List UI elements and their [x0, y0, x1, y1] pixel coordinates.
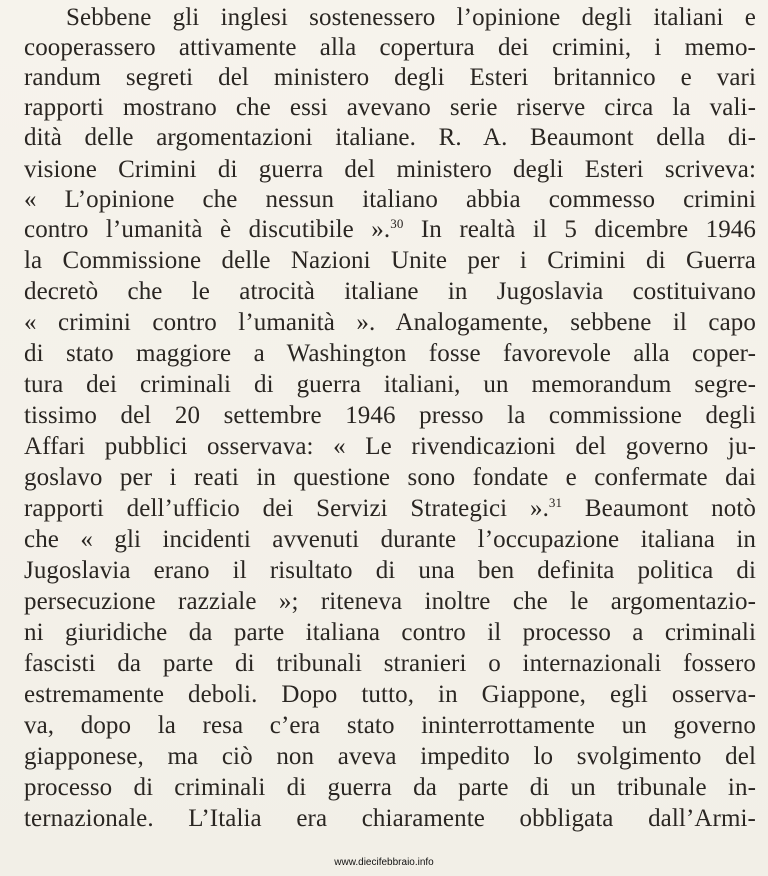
text-line: [24, 494, 756, 524]
footer-url: www.diecifebbraio.info: [334, 857, 434, 868]
text-line: rapporti mostrano che essi avevano serie riserve circa la vali-: [24, 94, 756, 121]
text-line: tissimo del 20 settembre 1946 presso la commissione degli: [24, 402, 756, 429]
footnote-ref-30: 30: [390, 216, 404, 231]
text-fragment: rapporti dell’ufficio dei Servizi Strategici ».: [24, 495, 549, 522]
text-line: che « gli incidenti avvenuti durante l’occupazione italiana in: [24, 526, 756, 553]
footnote-ref-31: 31: [548, 495, 563, 510]
text-line: la Commissione delle Nazioni Unite per i Crimini di Guerra: [24, 247, 756, 274]
text-line: goslavo per i reati in questione sono fondate e confermate dai: [24, 464, 756, 491]
text-line: ni giuridiche da parte italiana contro il processo a criminali: [24, 619, 756, 646]
text-line: di stato maggiore a Washington fosse favorevole alla coper-: [24, 340, 756, 367]
text-line: ternazionale. L’Italia era chiaramente obbligata dall’Armi-: [24, 805, 756, 832]
text-line: « crimini contro l’umanità ». Analogamente, sebbene il capo: [24, 309, 756, 336]
text-line: dità delle argomentazioni italiane. R. A. Beaumont della di-: [24, 124, 756, 151]
text-line: estremamente deboli. Dopo tutto, in Giappone, egli osserva-: [24, 681, 756, 708]
text-fragment: contro l’umanità è discutibile ».: [24, 216, 391, 243]
text-line: fascisti da parte di tribunali stranieri o internazionali fossero: [24, 650, 756, 677]
text-line: visione Crimini di guerra del ministero degli Esteri scriveva:: [24, 156, 756, 183]
text-fragment: Beaumont notò: [562, 495, 756, 522]
text-line: « L’opinione che nessun italiano abbia commesso crimini: [24, 186, 756, 213]
text-line: Jugoslavia erano il risultato di una ben definita politica di: [24, 557, 756, 584]
text-line: [24, 215, 756, 245]
text-line: persecuzione razziale »; riteneva inoltre che le argomentazio-: [24, 588, 756, 615]
text-line: cooperassero attivamente alla copertura dei crimini, i memo-: [24, 34, 756, 61]
text-line: processo di criminali di guerra da parte di un tribunale in-: [24, 774, 756, 801]
text-line: giapponese, ma ciò non aveva impedito lo svolgimento del: [24, 743, 756, 770]
text-line: va, dopo la resa c’era stato ininterrottamente un governo: [24, 712, 756, 739]
text-line: decretò che le atrocità italiane in Jugoslavia costituivano: [24, 278, 756, 305]
text-fragment: In realtà il 5 dicembre 1946: [403, 216, 756, 243]
text-line: Affari pubblici osservava: « Le rivendicazioni del governo ju-: [24, 433, 756, 460]
text-line: randum segreti del ministero degli Esteri britannico e vari: [24, 64, 756, 91]
text-line: tura dei criminali di guerra italiani, un memorandum segre-: [24, 371, 756, 398]
text-line: Sebbene gli inglesi sostenessero l’opinione degli italiani e: [66, 4, 756, 31]
